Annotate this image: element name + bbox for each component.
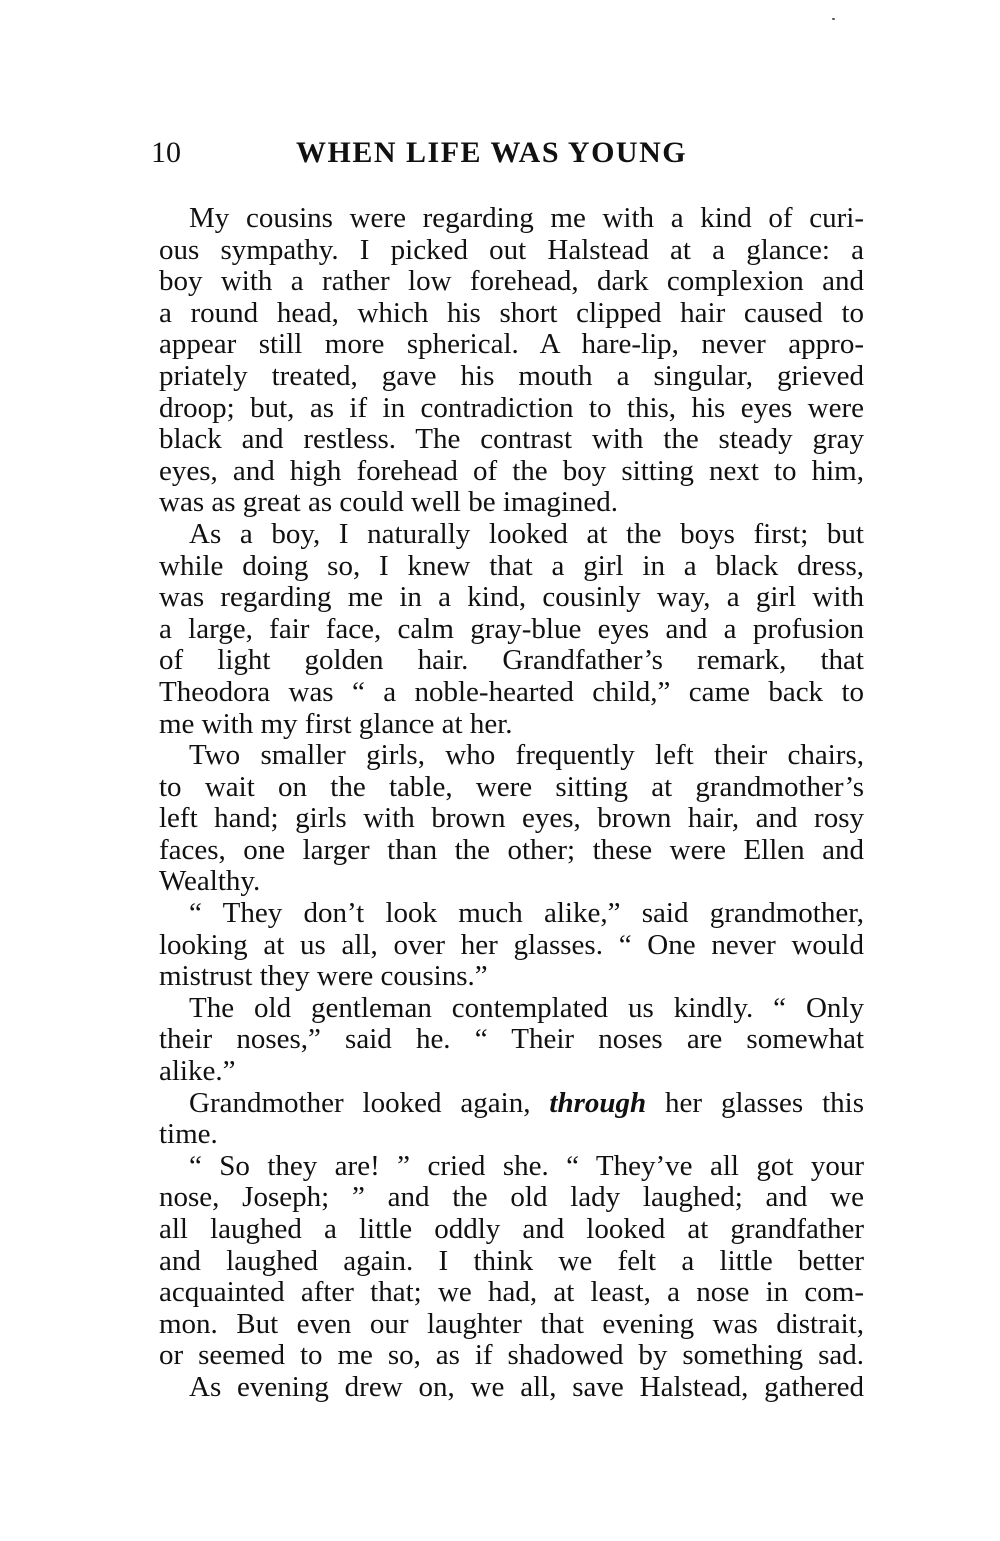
text-line: looking at us all, over her glasses. “ One never would (159, 928, 864, 961)
text-line: to wait on the table, were sitting at grandmother’s (159, 770, 864, 803)
text-line: My cousins were regarding me with a kind of curi- (189, 202, 864, 234)
text-line: nose, Joseph; ” and the old lady laughed; and we (159, 1181, 864, 1214)
text-line: “ So they are! ” cried she. “ They’ve all got your (189, 1149, 864, 1182)
text-line: ous sympathy. I picked out Halstead at a glance: a (159, 233, 864, 266)
text-line: a large, fair face, calm gray-blue eyes and a profusion (159, 612, 864, 645)
text-line: all laughed a little oddly and looked at grandfather (159, 1213, 864, 1245)
text-line: of light golden hair. Grandfather’s remark, that (159, 644, 864, 677)
text-line: The old gentleman contemplated us kindly. “ Only (189, 991, 864, 1024)
text-line: me with my first glance at her. (159, 707, 513, 740)
text-fragment: her glasses this (646, 1086, 864, 1119)
page-number: 10 (151, 136, 181, 169)
print-speck (832, 18, 835, 20)
text-line: appear still more spherical. A hare-lip, never appro- (159, 328, 864, 361)
text-line: their noses,” said he. “ Their noses are somewhat (159, 1023, 864, 1056)
text-line: Theodora was “ a noble-hearted child,” came back to (159, 675, 864, 708)
text-line: a round head, which his short clipped hair caused to (159, 296, 864, 329)
text-line: As a boy, I naturally looked at the boys first; but (189, 517, 864, 550)
text-line: “ They don’t look much alike,” said grandmother, (189, 897, 864, 930)
italic-word: through (549, 1086, 647, 1119)
text-line: Two smaller girls, who frequently left their chairs, (189, 739, 864, 772)
text-line: eyes, and high forehead of the boy sitting next to him, (159, 454, 864, 487)
text-line: Wealthy. (159, 865, 261, 898)
text-line: was regarding me in a kind, cousinly way, a girl with (159, 581, 864, 614)
body-text (159, 203, 864, 1404)
text-line: priately treated, gave his mouth a singular, grieved (159, 359, 864, 392)
text-line: while doing so, I knew that a girl in a black dress, (159, 549, 864, 582)
text-line: left hand; girls with brown eyes, brown hair, and rosy (159, 802, 864, 835)
text-line: alike.” (159, 1055, 236, 1088)
text-line: mistrust they were cousins.” (159, 960, 488, 993)
page-header (151, 133, 863, 173)
text-fragment: Grandmother looked again, (189, 1086, 550, 1119)
running-title: WHEN LIFE WAS YOUNG (296, 136, 688, 169)
text-line: and laughed again. I think we felt a little better (159, 1244, 864, 1277)
text-line: droop; but, as if in contradiction to this, his eyes were (159, 391, 864, 424)
text-line: faces, one larger than the other; these were Ellen and (159, 833, 864, 866)
text-line: As evening drew on, we all, save Halstead, gathered (189, 1370, 864, 1403)
text-line: boy with a rather low forehead, dark complexion and (159, 265, 864, 298)
text-line: was as great as could well be imagined. (159, 486, 619, 519)
text-line: time. (159, 1118, 218, 1151)
text-line (159, 1088, 864, 1120)
text-line: mon. But even our laughter that evening was distrait, (159, 1307, 864, 1340)
text-line: acquainted after that; we had, at least, a nose in com- (159, 1276, 864, 1309)
text-line: or seemed to me so, as if shadowed by something sad. (159, 1339, 864, 1372)
text-line: black and restless. The contrast with the steady gray (159, 423, 864, 456)
